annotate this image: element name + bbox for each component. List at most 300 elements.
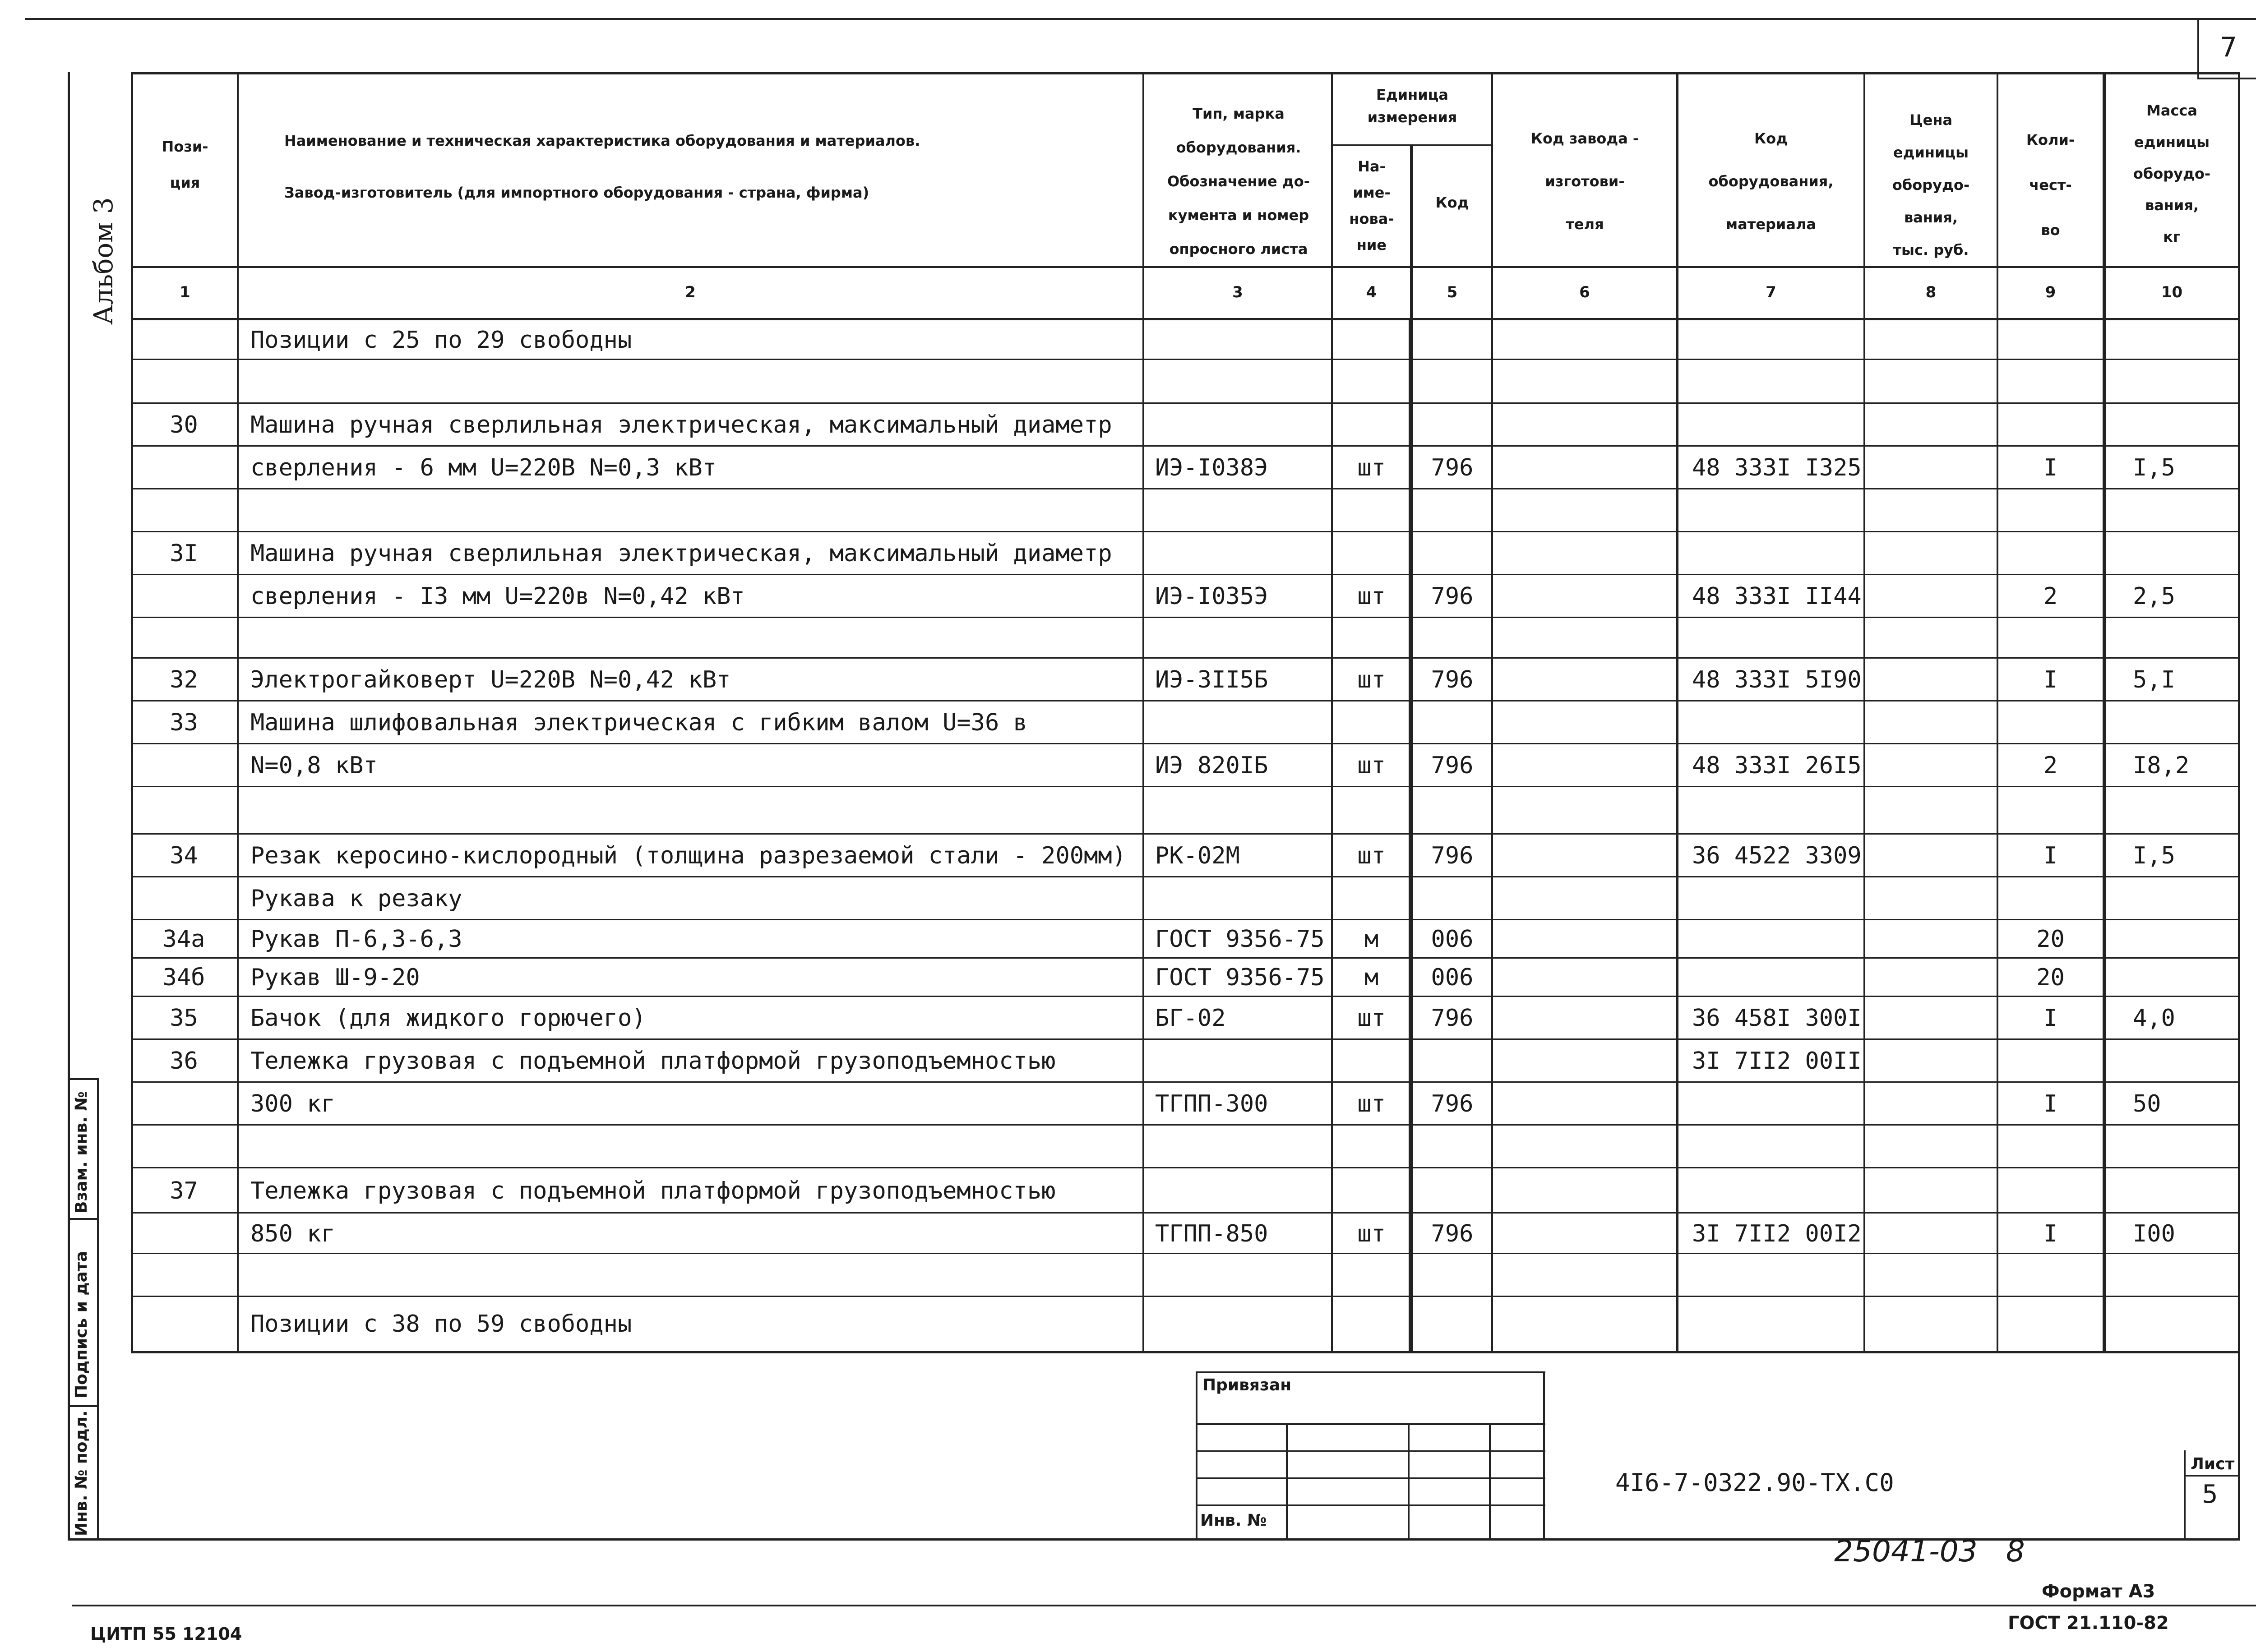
cell-name: Позиции с 38 по 59 свободны <box>250 1311 632 1338</box>
handwritten-number: 25041-03 8 <box>1834 1534 2025 1569</box>
col-line-name <box>237 72 239 1353</box>
cell-factory <box>1493 320 1676 360</box>
cell-name: 300 кг <box>250 1090 335 1117</box>
cell-code <box>1413 787 1491 835</box>
cell-pos: 32 <box>170 666 198 693</box>
cell-mass <box>2133 489 2238 532</box>
cell-code <box>1413 404 1491 447</box>
cell-price <box>1865 575 1997 618</box>
cell-unit <box>1333 1168 1410 1214</box>
stamp-div-2 <box>68 1405 99 1407</box>
cell-price <box>1865 1254 1997 1297</box>
cell-factory <box>1493 1297 1676 1351</box>
cell-name: N=0,8 кВт <box>250 752 378 779</box>
cell-code <box>1413 877 1491 920</box>
cell-unit: шт <box>1357 752 1386 779</box>
stamp-inv-podl: Инв. № подл. <box>72 1410 91 1536</box>
cell-factory <box>1493 1254 1676 1297</box>
cell-pos: 37 <box>170 1177 198 1204</box>
cell-type <box>1155 1168 1329 1214</box>
cell-type: ГОСТ 9356-75 <box>1155 964 1325 991</box>
cell-type <box>1155 404 1329 447</box>
cell-name: Машина ручная сверлильная электрическая, максимальный диаметр <box>250 411 1112 438</box>
stamp-podpis-data: Подпись и дата <box>72 1251 91 1398</box>
tb-col-2 <box>1408 1423 1410 1541</box>
cell-factory <box>1493 404 1676 447</box>
frame-bottom-outer-line <box>72 1605 2256 1606</box>
colnum-7: 7 <box>1766 283 1776 301</box>
cell-name: Рукава к резаку <box>250 885 462 912</box>
cell-name <box>250 787 1139 835</box>
cell-pos <box>135 1083 232 1126</box>
cell-price <box>1865 877 1997 920</box>
cell-factory <box>1493 489 1676 532</box>
cell-price <box>1865 659 1997 701</box>
cell-qty <box>1998 404 2103 447</box>
cell-unit: шт <box>1357 842 1386 869</box>
cell-type: ИЭ-I038Э <box>1155 454 1268 481</box>
cell-equip <box>1692 959 1863 997</box>
cell-code <box>1413 320 1491 360</box>
cell-code <box>1413 618 1491 659</box>
cell-unit <box>1333 1297 1410 1351</box>
cell-type: РК-02М <box>1155 842 1240 869</box>
cell-factory <box>1493 701 1676 744</box>
cell-qty: 20 <box>2036 964 2065 991</box>
cell-code: 006 <box>1431 926 1474 953</box>
cell-code <box>1413 532 1491 575</box>
cell-type <box>1155 1040 1329 1083</box>
stamp-strip-inner <box>97 1078 99 1541</box>
cell-type <box>1155 618 1329 659</box>
cell-mass <box>2133 877 2238 920</box>
cell-pos <box>135 1214 232 1254</box>
cell-type <box>1155 1126 1329 1168</box>
header-col8: Цена единицы оборудо- вания, тыс. руб. <box>1892 111 1970 258</box>
cell-code <box>1413 1040 1491 1083</box>
cell-code: 796 <box>1431 666 1474 693</box>
cell-name: Резак керосино-кислородный (толщина разрезаемой стали - 200мм) <box>250 842 1127 869</box>
table-top-line <box>131 72 2238 74</box>
cell-factory <box>1493 835 1676 877</box>
cell-mass <box>2133 1254 2238 1297</box>
cell-equip <box>1692 1126 1863 1168</box>
cell-price <box>1865 701 1997 744</box>
cell-equip <box>1692 1083 1863 1126</box>
cell-qty: I <box>2043 666 2058 693</box>
cell-unit: шт <box>1357 1220 1386 1247</box>
cell-factory <box>1493 920 1676 959</box>
cell-mass <box>2133 320 2238 360</box>
header-col5: Код <box>1435 194 1469 211</box>
cell-pos <box>135 787 232 835</box>
cell-qty <box>1998 1297 2103 1351</box>
cell-equip: 36 4522 3309 <box>1692 842 1862 869</box>
header-col6: Код завода - изготови- теля <box>1530 130 1639 233</box>
tb-row-1 <box>1196 1423 1545 1425</box>
sheet-box-mid <box>2184 1475 2240 1477</box>
cell-qty <box>1998 787 2103 835</box>
cell-mass: I,5 <box>2133 454 2175 481</box>
cell-mass <box>2133 1040 2238 1083</box>
cell-code <box>1413 1297 1491 1351</box>
cell-qty: 20 <box>2036 926 2065 953</box>
cell-name: Тележка грузовая с подъемной платформой грузоподъемностью <box>250 1047 1056 1075</box>
cell-mass <box>2133 532 2238 575</box>
tb-row-3 <box>1196 1477 1545 1479</box>
cell-qty: I <box>2043 1090 2058 1117</box>
cell-name: Позиции с 25 по 29 свободны <box>250 327 632 354</box>
cell-type <box>1155 1254 1329 1297</box>
cell-code <box>1413 1126 1491 1168</box>
cell-unit <box>1333 618 1410 659</box>
cell-pos: 34 <box>170 842 198 869</box>
cell-equip <box>1692 618 1863 659</box>
cell-factory <box>1493 1126 1676 1168</box>
cell-unit: шт <box>1357 1005 1386 1032</box>
cell-unit <box>1333 1254 1410 1297</box>
cell-factory <box>1493 659 1676 701</box>
cell-unit <box>1333 320 1410 360</box>
cell-code <box>1413 1254 1491 1297</box>
cell-unit <box>1333 1040 1410 1083</box>
header-col3: Тип, марка оборудования. Обозначение до- кумента и номер опросного листа <box>1167 105 1310 258</box>
cell-type: ИЭ 820IБ <box>1155 752 1268 779</box>
cell-mass: 4,0 <box>2133 1005 2175 1032</box>
cell-pos: 35 <box>170 1005 198 1032</box>
frame-right-line <box>2238 72 2240 1541</box>
cell-code <box>1413 360 1491 404</box>
cell-unit: м <box>1364 964 1379 991</box>
cell-type <box>1155 360 1329 404</box>
cell-price <box>1865 959 1997 997</box>
cell-code: 796 <box>1431 1090 1474 1117</box>
cell-pos <box>135 447 232 489</box>
cell-unit: шт <box>1357 666 1386 693</box>
sheet-number: 5 <box>2202 1480 2218 1509</box>
cell-qty <box>1998 877 2103 920</box>
header-col1: Пози- ция <box>162 138 208 191</box>
cell-equip: 3I 7II2 00I2 <box>1692 1220 1862 1247</box>
cell-qty <box>1998 320 2103 360</box>
cell-price <box>1865 744 1997 787</box>
col-line-pos <box>131 72 133 1353</box>
cell-unit <box>1333 532 1410 575</box>
cell-equip: 48 333I I325 <box>1692 454 1862 481</box>
tb-inv-no: Инв. № <box>1200 1511 1267 1530</box>
cell-code: 006 <box>1431 964 1474 991</box>
cell-unit: м <box>1364 926 1379 953</box>
colnum-6: 6 <box>1579 283 1590 301</box>
cell-qty <box>1998 701 2103 744</box>
stamp-strip-top <box>68 1078 99 1080</box>
sheet-corner-number: 7 <box>2220 32 2238 63</box>
cell-qty <box>1998 1040 2103 1083</box>
cell-pos <box>135 744 232 787</box>
cell-name: Машина ручная сверлильная электрическая, максимальный диаметр <box>250 540 1112 567</box>
cell-name: Машина шлифовальная электрическая с гибким валом U=36 в <box>250 709 1027 736</box>
cell-pos: 36 <box>170 1047 198 1075</box>
cell-equip <box>1692 701 1863 744</box>
cell-pos: 34а <box>162 926 205 953</box>
cell-type <box>1155 1297 1329 1351</box>
sheet-label: Лист <box>2191 1455 2235 1473</box>
cell-equip <box>1692 360 1863 404</box>
col-line-type <box>1142 72 1144 1353</box>
header-unit-group: Единица измерения <box>1367 86 1457 126</box>
cell-equip <box>1692 787 1863 835</box>
cell-code: 796 <box>1431 1220 1474 1247</box>
cell-qty <box>1998 1254 2103 1297</box>
cell-qty: I <box>2043 1220 2058 1247</box>
cell-qty: I <box>2043 1005 2058 1032</box>
cell-name <box>250 618 1139 659</box>
cell-equip: 3I 7II2 00II <box>1692 1047 1862 1075</box>
cell-type <box>1155 489 1329 532</box>
cell-qty: I <box>2043 842 2058 869</box>
cell-factory <box>1493 787 1676 835</box>
cell-factory <box>1493 997 1676 1040</box>
cell-price <box>1865 920 1997 959</box>
cell-mass: I8,2 <box>2133 752 2190 779</box>
cell-price <box>1865 360 1997 404</box>
cell-unit <box>1333 787 1410 835</box>
cell-factory <box>1493 877 1676 920</box>
cell-type <box>1155 320 1329 360</box>
cell-factory <box>1493 1168 1676 1214</box>
col-line-equip <box>1676 72 1678 1353</box>
cell-mass <box>2133 701 2238 744</box>
cell-code: 796 <box>1431 752 1474 779</box>
cell-price <box>1865 787 1997 835</box>
cell-qty <box>1998 532 2103 575</box>
cell-pos <box>135 1254 232 1297</box>
cell-name: Тележка грузовая с подъемной платформой грузоподъемностью <box>250 1177 1056 1204</box>
colnum-10: 10 <box>2161 283 2183 301</box>
cell-price <box>1865 320 1997 360</box>
cell-equip <box>1692 920 1863 959</box>
cell-qty: I <box>2043 454 2058 481</box>
header-col9: Коли- чест- во <box>2026 131 2075 239</box>
cell-pos <box>135 877 232 920</box>
cell-name: 850 кг <box>250 1220 335 1247</box>
code-block-left-thick <box>1409 318 1412 1353</box>
cell-code: 796 <box>1431 1005 1474 1032</box>
cell-equip <box>1692 532 1863 575</box>
cell-name <box>250 360 1139 404</box>
cell-mass: I,5 <box>2133 842 2175 869</box>
cell-pos <box>135 360 232 404</box>
stamp-div-1 <box>68 1218 99 1220</box>
cell-mass <box>2133 959 2238 997</box>
cell-name <box>250 1126 1139 1168</box>
colnum-2: 2 <box>685 283 696 301</box>
cell-price <box>1865 1083 1997 1126</box>
tb-col-1 <box>1286 1423 1288 1541</box>
corner-box-left <box>2197 18 2199 79</box>
header-col10: Масса единицы оборудо- вания, кг <box>2133 102 2211 245</box>
cell-equip: 48 333I II44 <box>1692 583 1862 610</box>
cell-unit: шт <box>1357 583 1386 610</box>
cell-price <box>1865 447 1997 489</box>
tb-box-left <box>1196 1371 1197 1541</box>
cell-pos: 34б <box>162 964 205 991</box>
cell-mass <box>2133 1168 2238 1214</box>
cell-name: Электрогайковерт U=220В N=0,42 кВт <box>250 666 731 693</box>
cell-equip: 48 333I 5I90 <box>1692 666 1862 693</box>
side-label-album: Альбом 3 <box>88 197 119 325</box>
cell-mass <box>2133 360 2238 404</box>
table-body-bottom-line <box>131 1351 2238 1353</box>
colnum-3: 3 <box>1232 283 1243 301</box>
cell-pos <box>135 1126 232 1168</box>
cell-price <box>1865 1297 1997 1351</box>
cell-factory <box>1493 447 1676 489</box>
cell-code: 796 <box>1431 583 1474 610</box>
frame-top-line <box>25 18 2256 20</box>
cell-price <box>1865 489 1997 532</box>
cell-type <box>1155 787 1329 835</box>
header-col7: Код оборудования, материала <box>1708 130 1834 233</box>
tb-row-2 <box>1196 1450 1545 1452</box>
cell-unit <box>1333 360 1410 404</box>
stamp-vzam-inv: Взам. инв. № <box>72 1091 91 1214</box>
sheet-box-left <box>2184 1450 2186 1541</box>
cell-type: ИЭ-I035Э <box>1155 583 1268 610</box>
cell-factory <box>1493 959 1676 997</box>
cell-type <box>1155 701 1329 744</box>
org-label: ЦИТП 55 12104 <box>90 1624 242 1644</box>
cell-type: БГ-02 <box>1155 1005 1226 1032</box>
cell-equip <box>1692 320 1863 360</box>
cell-equip <box>1692 1297 1863 1351</box>
cell-factory <box>1493 360 1676 404</box>
cell-equip <box>1692 1168 1863 1214</box>
cell-pos <box>135 489 232 532</box>
cell-pos: 30 <box>170 411 198 438</box>
cell-equip <box>1692 1254 1863 1297</box>
cell-mass: I00 <box>2133 1220 2175 1247</box>
cell-factory <box>1493 1040 1676 1083</box>
cell-qty <box>1998 1168 2103 1214</box>
cell-price <box>1865 835 1997 877</box>
colnum-4: 4 <box>1366 283 1377 301</box>
cell-pos <box>135 1297 232 1351</box>
cell-equip <box>1692 404 1863 447</box>
header-col4: На- име- нова- ние <box>1349 158 1394 254</box>
cell-price <box>1865 1040 1997 1083</box>
cell-factory <box>1493 1083 1676 1126</box>
stamp-strip-left <box>68 1078 70 1541</box>
cell-factory <box>1493 1214 1676 1254</box>
cell-code <box>1413 489 1491 532</box>
cell-pos <box>135 320 232 360</box>
cell-qty: 2 <box>2043 752 2058 779</box>
cell-name: сверления - I3 мм U=220в N=0,42 кВт <box>250 583 745 610</box>
cell-factory <box>1493 575 1676 618</box>
cell-pos: 33 <box>170 709 198 736</box>
cell-price <box>1865 1214 1997 1254</box>
cell-price <box>1865 997 1997 1040</box>
cell-type: ГОСТ 9356-75 <box>1155 926 1325 953</box>
cell-unit <box>1333 404 1410 447</box>
cell-equip: 36 458I 300I <box>1692 1005 1862 1032</box>
col-line-mass <box>2103 72 2106 1353</box>
format-label: Формат А3 <box>2042 1581 2155 1602</box>
cell-name: Бачок (для жидкого горючего) <box>250 1005 646 1032</box>
cell-qty <box>1998 489 2103 532</box>
cell-type <box>1155 532 1329 575</box>
cell-mass <box>2133 920 2238 959</box>
cell-unit: шт <box>1357 1090 1386 1117</box>
colnum-9: 9 <box>2045 283 2056 301</box>
cell-qty <box>1998 360 2103 404</box>
tb-row-4 <box>1196 1504 1545 1506</box>
cell-equip <box>1692 877 1863 920</box>
tb-col-3 <box>1489 1423 1491 1541</box>
colnum-8: 8 <box>1925 283 1937 301</box>
cell-unit <box>1333 701 1410 744</box>
tb-privyazan: Привязан <box>1202 1376 1292 1394</box>
cell-type <box>1155 877 1329 920</box>
cell-code: 796 <box>1431 454 1474 481</box>
colnum-1: 1 <box>180 283 190 301</box>
cell-factory <box>1493 618 1676 659</box>
cell-equip <box>1692 489 1863 532</box>
cell-equip: 48 333I 26I5 <box>1692 752 1862 779</box>
cell-pos: 3I <box>170 540 198 567</box>
cell-name: Рукав Ш-9-20 <box>250 964 420 991</box>
gost-label: ГОСТ 21.110-82 <box>2008 1613 2169 1634</box>
tb-box-top <box>1196 1371 1545 1373</box>
cell-mass <box>2133 1297 2238 1351</box>
cell-type: ТГПП-850 <box>1155 1220 1268 1247</box>
cell-type: ИЭ-3II5Б <box>1155 666 1268 693</box>
cell-qty <box>1998 1126 2103 1168</box>
cell-code <box>1413 1168 1491 1214</box>
cell-mass <box>2133 787 2238 835</box>
cell-mass: 50 <box>2133 1090 2161 1117</box>
cell-qty <box>1998 618 2103 659</box>
cell-type: ТГПП-300 <box>1155 1090 1268 1117</box>
cell-name: сверления - 6 мм U=220В N=0,3 кВт <box>250 454 717 481</box>
cell-code <box>1413 701 1491 744</box>
cell-name <box>250 489 1139 532</box>
cell-factory <box>1493 744 1676 787</box>
colnum-5: 5 <box>1447 283 1458 301</box>
cell-unit <box>1333 489 1410 532</box>
cell-price <box>1865 1168 1997 1214</box>
cell-pos <box>135 575 232 618</box>
cell-mass <box>2133 618 2238 659</box>
cell-unit: шт <box>1357 454 1386 481</box>
cell-unit <box>1333 1126 1410 1168</box>
cell-factory <box>1493 532 1676 575</box>
cell-price <box>1865 532 1997 575</box>
header-col2: Наименование и техническая характеристика оборудования и материалов. Завод-изготовитель (для импортного оборудования - страна, фирма) <box>284 132 920 201</box>
cell-code: 796 <box>1431 842 1474 869</box>
cell-pos <box>135 618 232 659</box>
corner-box-bottom <box>2197 78 2256 79</box>
cell-price <box>1865 618 1997 659</box>
cell-mass: 2,5 <box>2133 583 2175 610</box>
cell-qty: 2 <box>2043 583 2058 610</box>
doc-code: 4I6-7-0322.90-ТХ.С0 <box>1615 1468 1894 1497</box>
cell-name <box>250 1254 1139 1297</box>
cell-mass: 5,I <box>2133 666 2175 693</box>
cell-price <box>1865 404 1997 447</box>
cell-price <box>1865 1126 1997 1168</box>
